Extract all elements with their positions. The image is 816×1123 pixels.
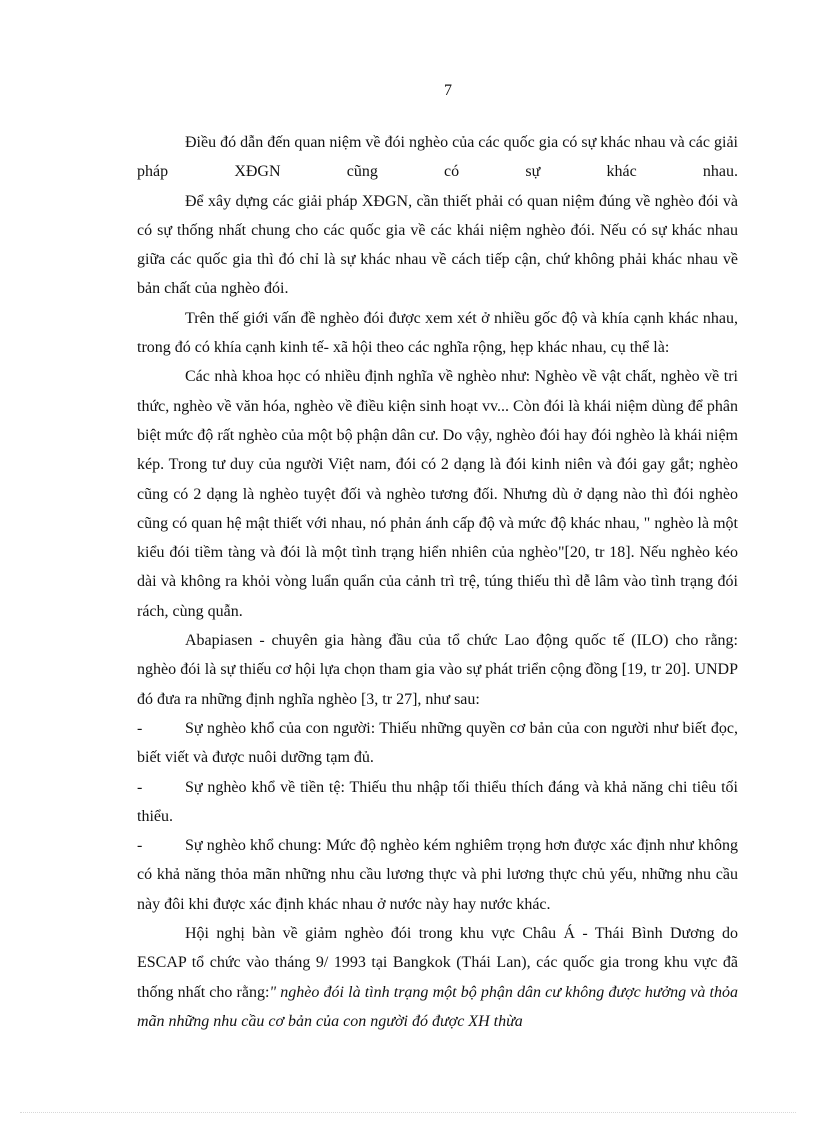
bullet-text: Sự nghèo khổ chung: Mức độ nghèo kém nghiêm trọng hơn được xác định như không có khả năng thỏa mãn những nhu cầu lương thực và phi lương thực chủ yếu, những nhu cầu này đôi khi được xác định khác nhau ở nước này hay nước khác. [137,837,738,913]
paragraph-4: Các nhà khoa học có nhiều định nghĩa về nghèo như: Nghèo về vật chất, nghèo về tri thức, nghèo về văn hóa, nghèo về điều kiện sinh hoạt vv... Còn đói là khái niệm dùng để phân biệt mức độ rất nghèo của một bộ phận dân cư. Do vậy, nghèo đói hay đói nghèo là khái niệm kép. Trong tư duy của người Việt nam, đói có 2 dạng là đói kinh niên và đói gay gắt; nghèo cũng có 2 dạng là nghèo tuyệt đối và nghèo tương đối. Nhưng dù ở dạng nào thì đói nghèo cũng có quan hệ mật thiết với nhau, nó phản ánh cấp độ và mức độ khác nhau, " nghèo là một kiểu đói tiềm tàng và đói là một tình trạng hiển nhiên của nghèo"[20, tr 18]. Nếu nghèo kéo dài và không ra khỏi vòng luẩn quẩn của cảnh trì trệ, túng thiếu thì dễ lâm vào tình trạng đói rách, cùng quẫn. [137,368,738,620]
definition-quote: " nghèo đói là tình trạng một bộ phận dân cư không được hưởng và thỏa mãn những nhu cầu cơ bản của con người đó được XH thừa [137,983,739,1030]
bullet-marker: - [137,719,143,737]
bullet-text: Sự nghèo khổ về tiền tệ: Thiếu thu nhập tối thiểu thích đáng và khả năng chi tiêu tối thiểu. [137,778,738,825]
page-number: 7 [444,82,452,99]
bullet-text: Sự nghèo khổ của con người: Thiếu những quyền cơ bản của con người như biết đọc, biết viết và được nuôi dưỡng tạm đủ. [137,719,738,767]
paragraph-6 [137,919,738,1036]
bullet-marker: - [137,837,143,855]
paragraph-5: Abapiasen - chuyên gia hàng đầu của tổ chức Lao động quốc tế (ILO) cho rằng: nghèo đói là sự thiếu cơ hội lựa chọn tham gia vào sự phát triển cộng đồng [19, tr 20]. UNDP đó đưa ra những định nghĩa nghèo [3, tr 27], như sau: [137,632,738,708]
body-text [137,128,738,1036]
bullet-marker: - [137,778,143,796]
bullet-item-2 [137,773,738,832]
paragraph-2: Để xây dựng các giải pháp XĐGN, cần thiết phải có quan niệm đúng về nghèo đói và có sự thống nhất chung cho các quốc gia về các khái niệm nghèo đói. Nếu có sự khác nhau giữa các quốc gia thì đó chỉ là sự khác nhau về cách tiếp cận, chứ không phải khác nhau về bản chất của nghèo đói. [137,192,738,298]
bullet-item-3 [137,831,738,919]
bullet-item-1 [137,714,738,773]
paragraph-6-text: Hội nghị bàn về giảm nghèo đói trong khu vực Châu Á - Thái Bình Dương do ESCAP tổ chức vào tháng 9/ 1993 tại Bangkok (Thái Lan), các quốc gia trong khu vực đã thống nhất cho rằng: [137,925,738,1001]
paragraph-3: Trên thế giới vấn đề nghèo đói được xem xét ở nhiều gốc độ và khía cạnh khác nhau, trong đó có khía cạnh kinh tế- xã hội theo các nghĩa rộng, hẹp khác nhau, cụ thể là: [137,309,738,357]
paragraph-1: Điều đó dẫn đến quan niệm về đói nghèo của các quốc gia có sự khác nhau và các giải pháp XĐGN cũng có sự khác nhau. [137,134,738,181]
page-bottom-rule [20,1112,796,1113]
